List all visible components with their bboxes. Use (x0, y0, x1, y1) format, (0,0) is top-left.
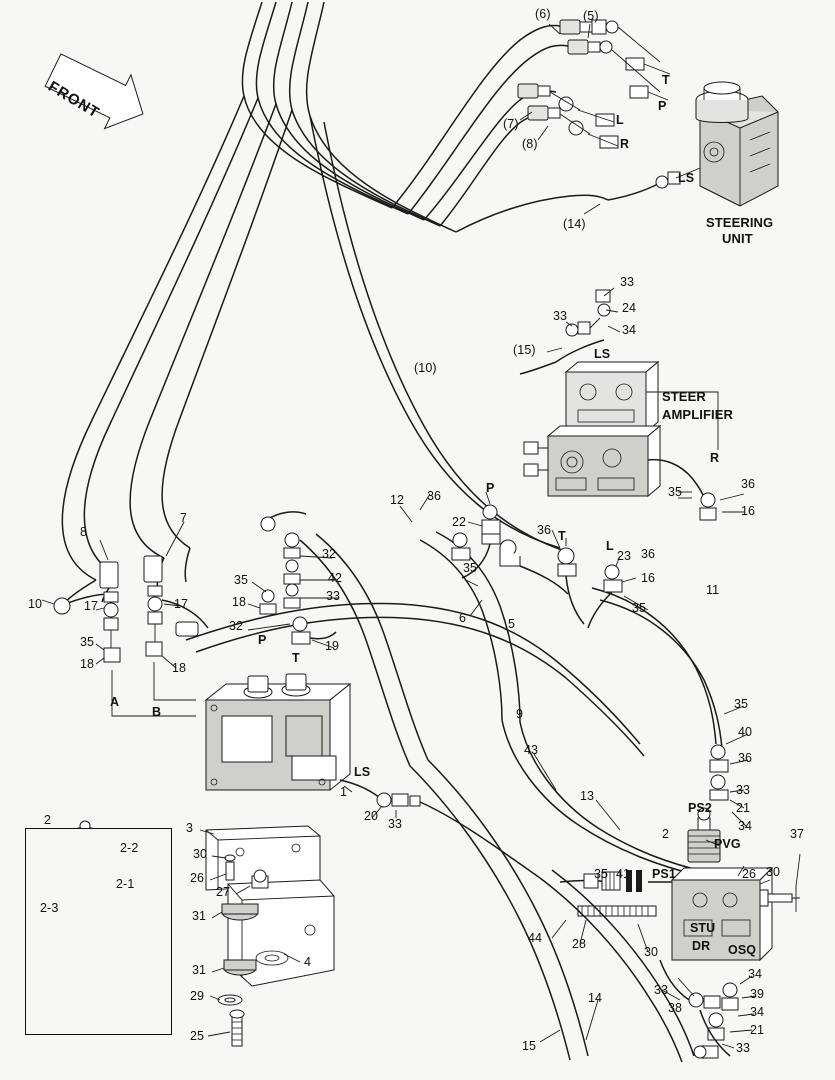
callout-39: 39 (750, 987, 765, 1001)
port-label-p-left: P (258, 633, 267, 647)
callout-33-c: 33 (326, 589, 341, 603)
callout-36-d: 36 (738, 751, 753, 765)
callout-20: 20 (364, 809, 379, 823)
hose-11-right (592, 588, 728, 800)
port-label-t-top: T (662, 73, 670, 87)
callout-44: 44 (528, 931, 543, 945)
callout-34-b: 34 (738, 819, 753, 833)
callout-5: (5) (583, 9, 599, 23)
callout-35-f: 35 (594, 867, 609, 881)
callout-32-b: 32 (229, 619, 244, 633)
callout-11: 11 (706, 583, 720, 597)
callout-7: (7) (503, 117, 519, 131)
callout-31-a: 31 (192, 909, 207, 923)
port-label-l-top: L (616, 113, 624, 127)
callout-30-b: 30 (193, 847, 208, 861)
callout-15n: 15 (522, 1039, 537, 1053)
callout-35-c: 35 (463, 561, 478, 575)
callout-40: 40 (738, 725, 753, 739)
callout-32-a: 32 (322, 547, 337, 561)
callout-34a: 34 (622, 323, 637, 337)
callout-43: 43 (524, 743, 539, 757)
callout-8: (8) (522, 137, 538, 151)
fittings-cluster-center-left (260, 512, 336, 644)
callout-28: 28 (572, 937, 587, 951)
port-label-b-left: B (152, 705, 162, 719)
callout-4: 4 (304, 955, 312, 969)
callout-37: 37 (790, 827, 805, 841)
callout-17-a: 17 (84, 599, 99, 613)
callout-42: 42 (328, 571, 343, 585)
port-label-l-mid: L (606, 539, 614, 553)
callout-18-c: 18 (172, 661, 187, 675)
callout-19: 19 (325, 639, 340, 653)
callout-10n: 10 (28, 597, 43, 611)
callout-33b: 33 (553, 309, 568, 323)
port-label-ls-top: LS (678, 171, 695, 185)
callout-36-p: 36 (427, 489, 442, 503)
inset-detail-box (25, 828, 172, 1035)
port-label-r-top: R (620, 137, 630, 151)
callout-34-d: 34 (750, 1005, 765, 1019)
callout-9: 9 (516, 707, 524, 721)
callout-2-a: 2 (662, 827, 670, 841)
steering-unit-body (696, 82, 778, 206)
callout-3: 3 (186, 821, 194, 835)
inset-callout-2-2: 2-2 (120, 841, 139, 855)
port-label-a-left: A (110, 695, 120, 709)
callout-33-g: 33 (736, 1041, 751, 1055)
callout-24: 24 (622, 301, 637, 315)
callout-25: 25 (190, 1029, 205, 1043)
callout-34-c: 34 (748, 967, 763, 981)
steer-amplifier-label-line1: STEER (662, 389, 706, 404)
callout-35-d: 35 (80, 635, 95, 649)
main-control-valve (206, 674, 350, 790)
callout-30-a: 30 (766, 865, 781, 879)
callout-26-a: 26 (742, 867, 757, 881)
inset-callout-2-1: 2-1 (116, 877, 135, 891)
callout-6: (6) (535, 7, 551, 21)
callout-6n: 6 (459, 611, 467, 625)
port-label-p-top: P (658, 99, 667, 113)
callout-1: 1 (340, 785, 348, 799)
steer-amplifier-block (524, 362, 660, 496)
port-label-pvg: PVG (714, 837, 741, 851)
inset-callout-2-3: 2-3 (40, 901, 59, 915)
callout-18-a: 18 (232, 595, 247, 609)
callout-36-r: 36 (641, 547, 656, 561)
inset-callout-2: 2 (44, 813, 52, 827)
callout-12: 12 (390, 493, 405, 507)
port-label-r-amp: R (710, 451, 720, 465)
mounting-bracket (206, 826, 334, 1046)
port-label-t-mid: T (558, 529, 566, 543)
callout-31-b: 31 (192, 963, 207, 977)
callout-33-e: 33 (388, 817, 403, 831)
port-label-ls-valve: LS (354, 765, 371, 779)
callout-13: 13 (580, 789, 595, 803)
steering-unit-label-line2: UNIT (722, 231, 753, 246)
callout-21-a: 21 (736, 801, 751, 815)
port-label-stu: STU (690, 921, 716, 935)
port-label-dr: DR (692, 939, 711, 953)
callout-35-amp: 35 (668, 485, 683, 499)
front-direction-label: FRONT (45, 78, 103, 122)
port-label-osq: OSQ (728, 943, 757, 957)
callout-16-amp: 16 (741, 504, 756, 518)
callout-17-b: 17 (174, 597, 189, 611)
callout-33a: 33 (620, 275, 635, 289)
callout-35-b: 35 (234, 573, 249, 587)
callout-8n: 8 (80, 525, 88, 539)
callout-36-amp: 36 (741, 477, 756, 491)
callout-33-d: 33 (736, 783, 751, 797)
callout-35-e: 35 (734, 697, 749, 711)
callout-35-r: 35 (632, 601, 647, 615)
callout-7n: 7 (180, 511, 188, 525)
callout-41: 41 (616, 867, 631, 881)
callout-18-b: 18 (80, 657, 95, 671)
callout-14p: (14) (563, 217, 586, 231)
port-label-p-mid: P (486, 481, 495, 495)
callout-10p: (10) (414, 361, 437, 375)
steering-unit-fittings (518, 20, 700, 200)
callout-5n: 5 (508, 617, 516, 631)
port-label-ps1: PS1 (652, 867, 676, 881)
steering-unit-label-line1: STEERING (706, 215, 774, 230)
callout-29: 29 (190, 989, 205, 1003)
callout-27: 27 (216, 885, 231, 899)
callout-21-b: 21 (750, 1023, 765, 1037)
port-label-ps2: PS2 (688, 801, 712, 815)
callout-26-b: 26 (190, 871, 205, 885)
callout-33-f: 33 (654, 983, 669, 997)
callout-30-c: 30 (644, 945, 659, 959)
pvg-valve-group (672, 808, 800, 960)
hose-15-ls (520, 290, 610, 374)
callout-23: 23 (617, 549, 632, 563)
callout-16-r: 16 (641, 571, 656, 585)
callout-36-t: 36 (537, 523, 552, 537)
port-label-ls-amp: LS (594, 347, 611, 361)
callout-14n: 14 (588, 991, 603, 1005)
port-label-t-left: T (292, 651, 300, 665)
callout-22: 22 (452, 515, 467, 529)
callout-38: 38 (668, 1001, 683, 1015)
callout-15p: (15) (513, 343, 536, 357)
steer-amplifier-label-line2: AMPLIFIER (662, 407, 733, 422)
